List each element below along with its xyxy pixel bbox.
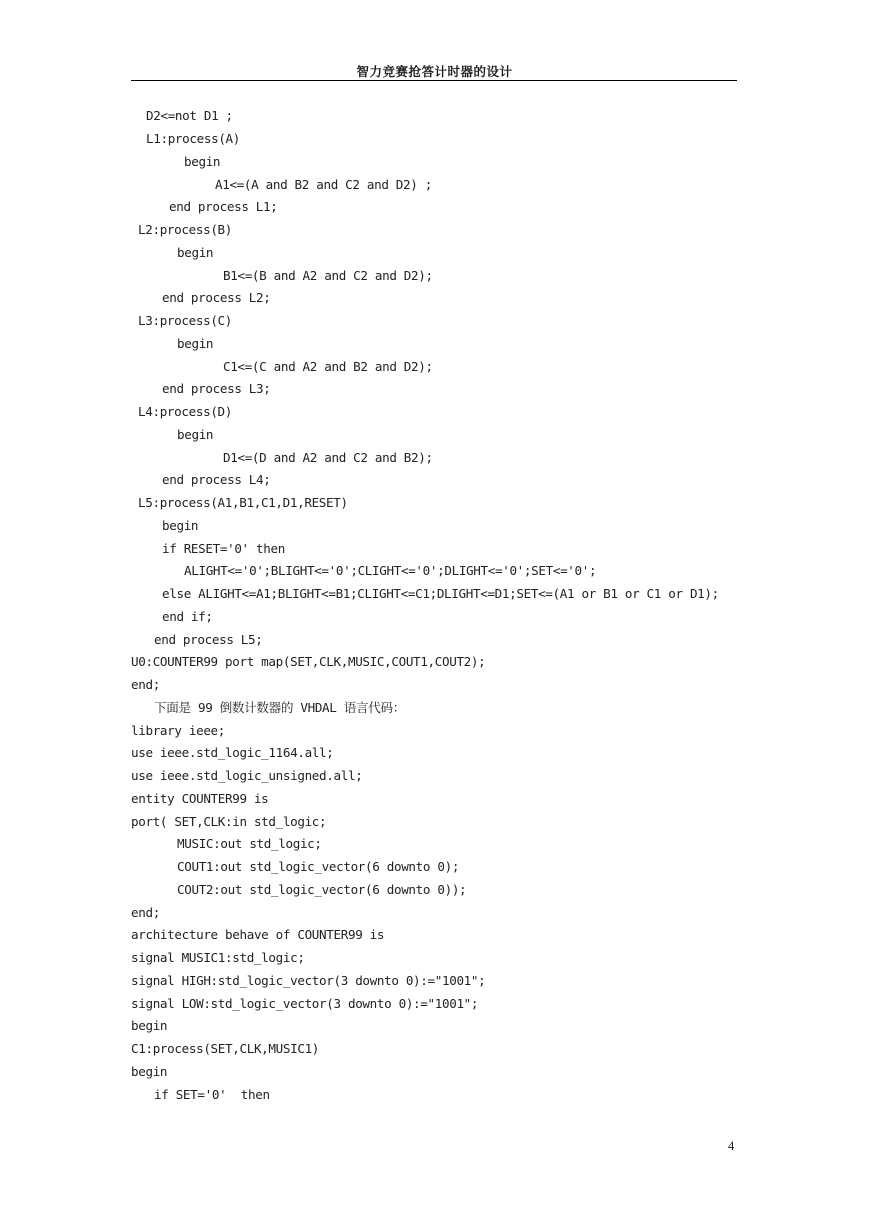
code-line: architecture behave of COUNTER99 is bbox=[131, 927, 385, 942]
code-line: COUT1:out std_logic_vector(6 downto 0); bbox=[177, 859, 460, 874]
code-line: port( SET,CLK:in std_logic; bbox=[131, 814, 327, 829]
code-line: begin bbox=[184, 154, 221, 169]
code-line: L5:process(A1,B1,C1,D1,RESET) bbox=[138, 495, 348, 510]
code-line: signal LOW:std_logic_vector(3 downto 0):="1001"; bbox=[131, 996, 479, 1011]
running-header-title: 智力竞赛抢答计时器的设计 bbox=[356, 64, 513, 79]
code-line: A1<=(A and B2 and C2 and D2) ; bbox=[215, 177, 432, 192]
code-line: entity COUNTER99 is bbox=[131, 791, 269, 806]
code-line: begin bbox=[131, 1064, 168, 1079]
code-line: end process L2; bbox=[162, 290, 271, 305]
code-line: use ieee.std_logic_1164.all; bbox=[131, 745, 334, 760]
code-line: COUT2:out std_logic_vector(6 downto 0)); bbox=[177, 882, 467, 897]
code-line: ALIGHT<='0';BLIGHT<='0';CLIGHT<='0';DLIGHT<='0';SET<='0'; bbox=[184, 563, 597, 578]
code-line: C1:process(SET,CLK,MUSIC1) bbox=[131, 1041, 320, 1056]
code-description-line: 下面是 99 倒数计数器的 VHDAL 语言代码： bbox=[154, 700, 405, 715]
code-line: U0:COUNTER99 port map(SET,CLK,MUSIC,COUT1,COUT2); bbox=[131, 654, 486, 669]
code-line: end process L5; bbox=[154, 632, 263, 647]
code-line: end; bbox=[131, 905, 160, 920]
code-line: end process L4; bbox=[162, 472, 271, 487]
code-line: MUSIC:out std_logic; bbox=[177, 836, 322, 851]
code-line: L4:process(D) bbox=[138, 404, 233, 419]
code-line: L3:process(C) bbox=[138, 313, 233, 328]
code-line: D2<=not D1 ; bbox=[146, 108, 233, 123]
code-line: end process L3; bbox=[162, 381, 271, 396]
code-line: signal HIGH:std_logic_vector(3 downto 0):="1001"; bbox=[131, 973, 486, 988]
page-number: 4 bbox=[728, 1139, 735, 1153]
code-line: if RESET='0' then bbox=[162, 541, 285, 556]
code-line: begin bbox=[177, 245, 214, 260]
code-line: L1:process(A) bbox=[146, 131, 241, 146]
header-divider bbox=[131, 80, 737, 81]
code-line: end if; bbox=[162, 609, 213, 624]
code-line: begin bbox=[177, 336, 214, 351]
code-line: end; bbox=[131, 677, 160, 692]
code-line: D1<=(D and A2 and C2 and B2); bbox=[223, 450, 433, 465]
code-line: begin bbox=[177, 427, 214, 442]
code-line: C1<=(C and A2 and B2 and D2); bbox=[223, 359, 433, 374]
code-line: B1<=(B and A2 and C2 and D2); bbox=[223, 268, 433, 283]
code-line: L2:process(B) bbox=[138, 222, 233, 237]
code-line: library ieee; bbox=[131, 723, 226, 738]
code-line: signal MUSIC1:std_logic; bbox=[131, 950, 305, 965]
code-line: begin bbox=[131, 1018, 168, 1033]
code-line: if SET='0' then bbox=[154, 1087, 270, 1102]
code-line: else ALIGHT<=A1;BLIGHT<=B1;CLIGHT<=C1;DLIGHT<=D1;SET<=(A1 or B1 or C1 or D1); bbox=[162, 586, 719, 601]
code-line: end process L1; bbox=[169, 199, 278, 214]
code-line: use ieee.std_logic_unsigned.all; bbox=[131, 768, 363, 783]
code-line: begin bbox=[162, 518, 199, 533]
